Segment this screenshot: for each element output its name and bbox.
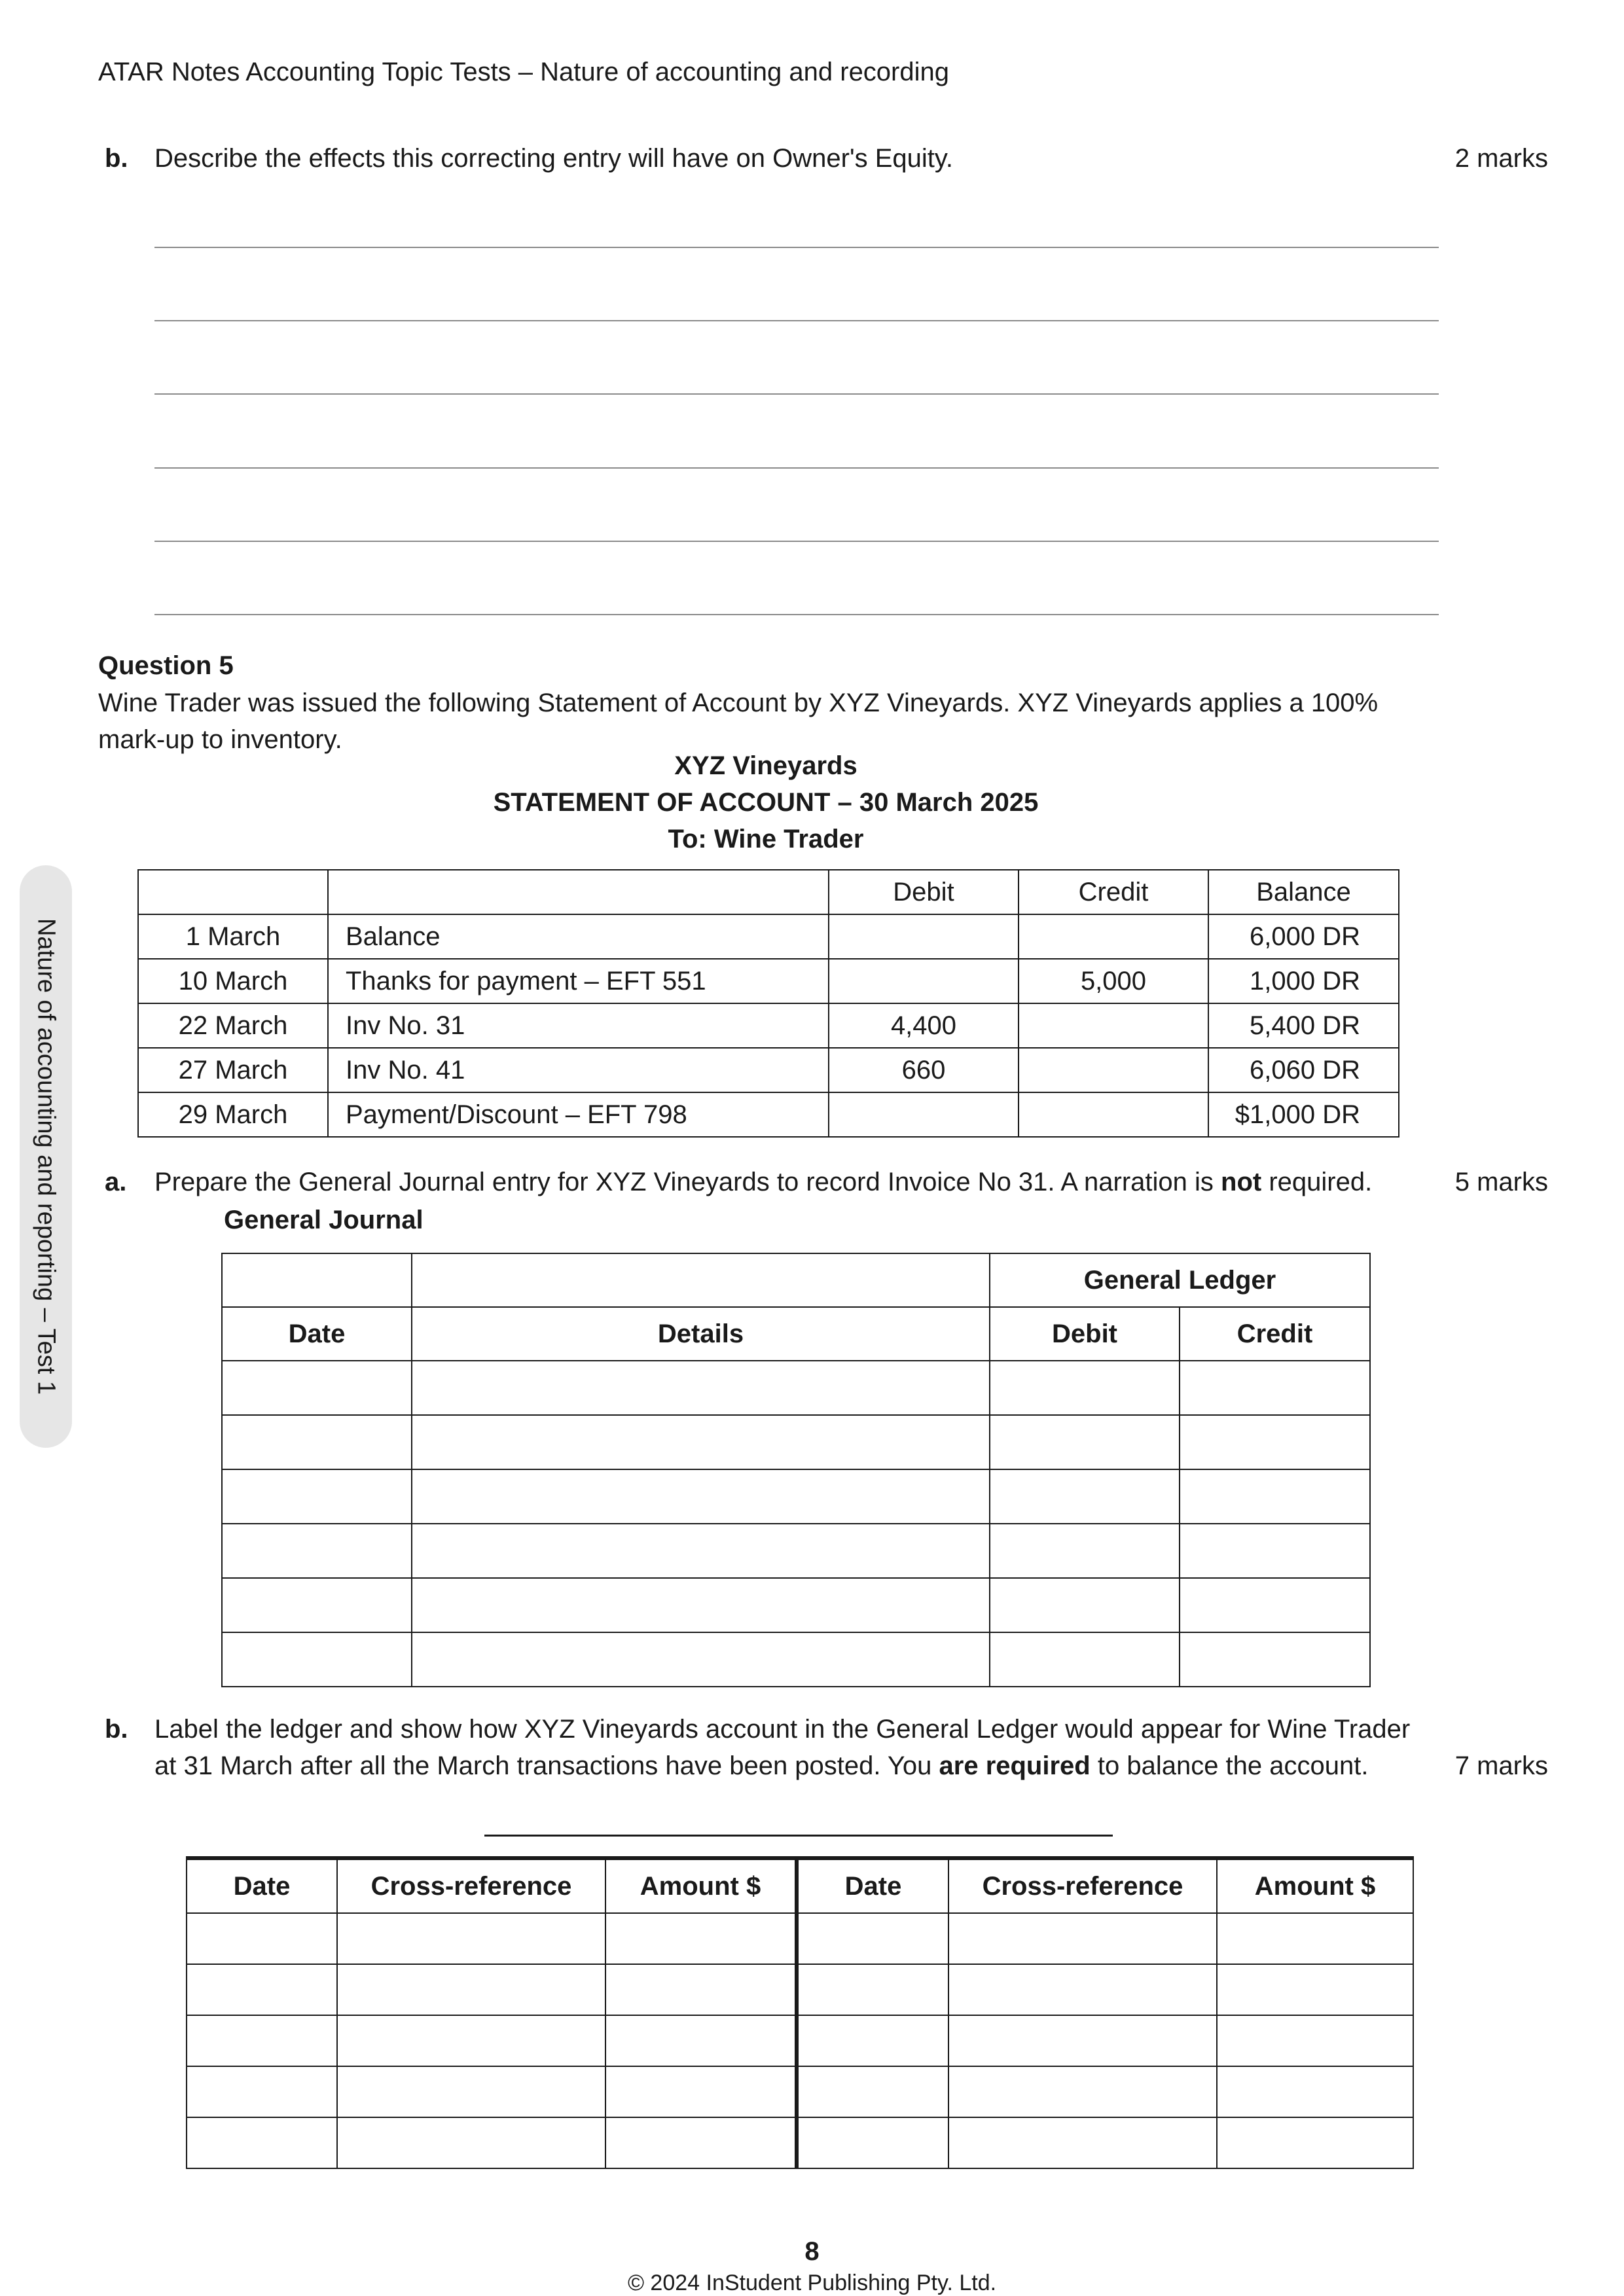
- ledger-cell[interactable]: [337, 2066, 605, 2117]
- journal-cell[interactable]: [1180, 1524, 1370, 1578]
- journal-col-details: Details: [412, 1307, 990, 1361]
- statement-col-details: [328, 870, 829, 914]
- question-title: Question 5: [98, 651, 234, 680]
- table-row[interactable]: [187, 1964, 1413, 2015]
- answer-line[interactable]: [154, 614, 1439, 615]
- journal-cell[interactable]: [990, 1578, 1180, 1632]
- answer-line[interactable]: [154, 541, 1439, 542]
- ledger-cell[interactable]: [1217, 1964, 1413, 2015]
- statement-credit: [1019, 1092, 1208, 1137]
- journal-cell[interactable]: [990, 1524, 1180, 1578]
- ledger-cell[interactable]: [948, 1913, 1217, 1964]
- ledger-cell[interactable]: [1217, 2066, 1413, 2117]
- table-row: [138, 1092, 1399, 1137]
- journal-cell[interactable]: [222, 1578, 412, 1632]
- ledger-col-amount-cr: Amount $: [1217, 1858, 1413, 1913]
- journal-group-header-row: [222, 1253, 1370, 1307]
- ledger-cell[interactable]: [797, 1913, 948, 1964]
- statement-header-row: [138, 870, 1399, 914]
- answer-line[interactable]: [154, 393, 1439, 395]
- statement-col-credit: Credit: [1019, 870, 1208, 914]
- table-row: [138, 914, 1399, 959]
- ledger-cell[interactable]: [605, 2066, 797, 2117]
- q5a-text: [154, 1168, 1372, 1197]
- ledger-cell[interactable]: [605, 2015, 797, 2066]
- statement-credit: [1019, 1048, 1208, 1092]
- statement-debit: 660: [829, 1048, 1019, 1092]
- table-row: [138, 959, 1399, 1003]
- journal-cell[interactable]: [222, 1632, 412, 1687]
- question-intro-line1: Wine Trader was issued the following Statement of Account by XYZ Vineyards. XYZ Vineyards applies a 100%: [98, 689, 1379, 717]
- ledger-cell[interactable]: [948, 2117, 1217, 2168]
- statement-date: 29 March: [138, 1092, 328, 1137]
- journal-cell[interactable]: [990, 1632, 1180, 1687]
- ledger-col-amount-dr: Amount $: [605, 1858, 797, 1913]
- statement-date: 1 March: [138, 914, 328, 959]
- ledger-cell[interactable]: [1217, 2015, 1413, 2066]
- page-number: 8: [804, 2237, 820, 2266]
- table-row[interactable]: [187, 1913, 1413, 1964]
- ledger-cell[interactable]: [187, 1964, 337, 2015]
- journal-cell[interactable]: [222, 1524, 412, 1578]
- journal-cell[interactable]: [412, 1469, 990, 1524]
- journal-blank-cell: [412, 1253, 990, 1307]
- statement-debit: [829, 1092, 1019, 1137]
- q4b-marks: 2 marks: [1454, 144, 1548, 173]
- statement-heading: STATEMENT OF ACCOUNT – 30 March 2025: [493, 788, 1039, 817]
- ledger-cell[interactable]: [605, 1913, 797, 1964]
- q5b-line2-bold: are required: [939, 1751, 1091, 1780]
- table-row: [138, 1003, 1399, 1048]
- ledger-cell[interactable]: [187, 2117, 337, 2168]
- journal-cell[interactable]: [412, 1578, 990, 1632]
- q5a-label: a.: [105, 1168, 127, 1196]
- table-row[interactable]: [222, 1361, 1370, 1415]
- journal-title: General Journal: [224, 1206, 424, 1234]
- q5a-text-pre: Prepare the General Journal entry for XYZ Vineyards to record Invoice No 31. A narration is: [154, 1168, 1221, 1196]
- ledger-account-name-line[interactable]: [484, 1835, 1113, 1837]
- statement-credit: 5,000: [1019, 959, 1208, 1003]
- statement-debit: [829, 959, 1019, 1003]
- journal-cell[interactable]: [412, 1524, 990, 1578]
- table-row[interactable]: [187, 2117, 1413, 2168]
- ledger-cell[interactable]: [337, 1964, 605, 2015]
- answer-line[interactable]: [154, 247, 1439, 248]
- copyright: © 2024 InStudent Publishing Pty. Ltd.: [627, 2270, 997, 2295]
- ledger-cell[interactable]: [948, 1964, 1217, 2015]
- journal-cell[interactable]: [1180, 1469, 1370, 1524]
- statement-to: To: Wine Trader: [668, 825, 864, 853]
- q5b-marks: 7 marks: [1454, 1751, 1548, 1780]
- journal-cell[interactable]: [990, 1469, 1180, 1524]
- journal-header-row: [222, 1307, 1370, 1361]
- statement-details: Payment/Discount – EFT 798: [328, 1092, 829, 1137]
- statement-balance: 1,000 DR: [1208, 959, 1399, 1003]
- statement-col-date: [138, 870, 328, 914]
- statement-balance: 6,000 DR: [1208, 914, 1399, 959]
- q5a-text-post: required.: [1261, 1168, 1373, 1196]
- table-row[interactable]: [222, 1524, 1370, 1578]
- ledger-cell[interactable]: [337, 1913, 605, 1964]
- journal-cell[interactable]: [990, 1361, 1180, 1415]
- ledger-cell[interactable]: [797, 2015, 948, 2066]
- statement-debit: [829, 914, 1019, 959]
- statement-col-balance: Balance: [1208, 870, 1399, 914]
- journal-cell[interactable]: [1180, 1578, 1370, 1632]
- journal-cell[interactable]: [222, 1415, 412, 1469]
- journal-cell[interactable]: [1180, 1632, 1370, 1687]
- ledger-cell[interactable]: [187, 2015, 337, 2066]
- table-row[interactable]: [222, 1469, 1370, 1524]
- q4b-text: Describe the effects this correcting entry will have on Owner's Equity.: [154, 144, 954, 173]
- journal-cell[interactable]: [222, 1469, 412, 1524]
- ledger-header-row: [187, 1858, 1413, 1913]
- q5b-line1: Label the ledger and show how XYZ Vineyards account in the General Ledger would appear for Wine Trader: [154, 1715, 1411, 1744]
- answer-line[interactable]: [154, 320, 1439, 321]
- statement-date: 10 March: [138, 959, 328, 1003]
- statement-details: Inv No. 41: [328, 1048, 829, 1092]
- journal-cell[interactable]: [222, 1361, 412, 1415]
- journal-cell[interactable]: [412, 1632, 990, 1687]
- table-row[interactable]: [222, 1578, 1370, 1632]
- answer-line[interactable]: [154, 467, 1439, 469]
- journal-cell[interactable]: [412, 1415, 990, 1469]
- journal-col-credit: Credit: [1180, 1307, 1370, 1361]
- table-row[interactable]: [222, 1632, 1370, 1687]
- journal-cell[interactable]: [990, 1415, 1180, 1469]
- ledger-col-date-dr: Date: [187, 1858, 337, 1913]
- journal-col-debit: Debit: [990, 1307, 1180, 1361]
- statement-details: Balance: [328, 914, 829, 959]
- ledger-cell[interactable]: [187, 1913, 337, 1964]
- statement-credit: [1019, 914, 1208, 959]
- journal-blank-cell: [222, 1253, 412, 1307]
- ledger-cell[interactable]: [797, 2066, 948, 2117]
- ledger-cell[interactable]: [948, 2066, 1217, 2117]
- ledger-cell[interactable]: [605, 1964, 797, 2015]
- q5b-line2-pre: at 31 March after all the March transactions have been posted. You: [154, 1751, 939, 1780]
- ledger-cell[interactable]: [187, 2066, 337, 2117]
- side-tab-text: Nature of accounting and reporting – Test 1: [32, 918, 60, 1395]
- statement-col-debit: Debit: [829, 870, 1019, 914]
- q5a-marks: 5 marks: [1454, 1168, 1548, 1196]
- ledger-cell[interactable]: [1217, 2117, 1413, 2168]
- statement-debit: 4,400: [829, 1003, 1019, 1048]
- statement-details: Inv No. 31: [328, 1003, 829, 1048]
- ledger-table: [186, 1856, 1414, 2169]
- ledger-cell[interactable]: [337, 2015, 605, 2066]
- general-journal-table: [221, 1253, 1371, 1687]
- statement-company: XYZ Vineyards: [674, 751, 857, 780]
- statement-table: [137, 869, 1399, 1138]
- ledger-cell[interactable]: [948, 2015, 1217, 2066]
- statement-date: 22 March: [138, 1003, 328, 1048]
- ledger-col-crossref-cr: Cross-reference: [948, 1858, 1217, 1913]
- ledger-cell[interactable]: [797, 1964, 948, 2015]
- statement-date: 27 March: [138, 1048, 328, 1092]
- table-row: [138, 1048, 1399, 1092]
- journal-general-ledger-header: General Ledger: [990, 1253, 1370, 1307]
- ledger-cell[interactable]: [797, 2117, 948, 2168]
- journal-cell[interactable]: [1180, 1361, 1370, 1415]
- question-intro-line2: mark-up to inventory.: [98, 725, 342, 754]
- statement-balance: $1,000 DR: [1208, 1092, 1399, 1137]
- ledger-col-date-cr: Date: [797, 1858, 948, 1913]
- statement-details: Thanks for payment – EFT 551: [328, 959, 829, 1003]
- q5b-line2-post: to balance the account.: [1090, 1751, 1369, 1780]
- journal-cell[interactable]: [412, 1361, 990, 1415]
- statement-credit: [1019, 1003, 1208, 1048]
- q5b-line2: [154, 1751, 1368, 1781]
- q4b-label: b.: [105, 144, 128, 173]
- journal-col-date: Date: [222, 1307, 412, 1361]
- statement-balance: 6,060 DR: [1208, 1048, 1399, 1092]
- ledger-cell[interactable]: [337, 2117, 605, 2168]
- table-row[interactable]: [222, 1415, 1370, 1469]
- statement-balance: 5,400 DR: [1208, 1003, 1399, 1048]
- q5b-label: b.: [105, 1715, 128, 1744]
- table-row[interactable]: [187, 2066, 1413, 2117]
- q5a-text-bold: not: [1221, 1168, 1262, 1196]
- ledger-cell[interactable]: [1217, 1913, 1413, 1964]
- ledger-cell[interactable]: [605, 2117, 797, 2168]
- page-header: ATAR Notes Accounting Topic Tests – Nature of accounting and recording: [98, 58, 949, 86]
- table-row[interactable]: [187, 2015, 1413, 2066]
- journal-cell[interactable]: [1180, 1415, 1370, 1469]
- ledger-col-crossref-dr: Cross-reference: [337, 1858, 605, 1913]
